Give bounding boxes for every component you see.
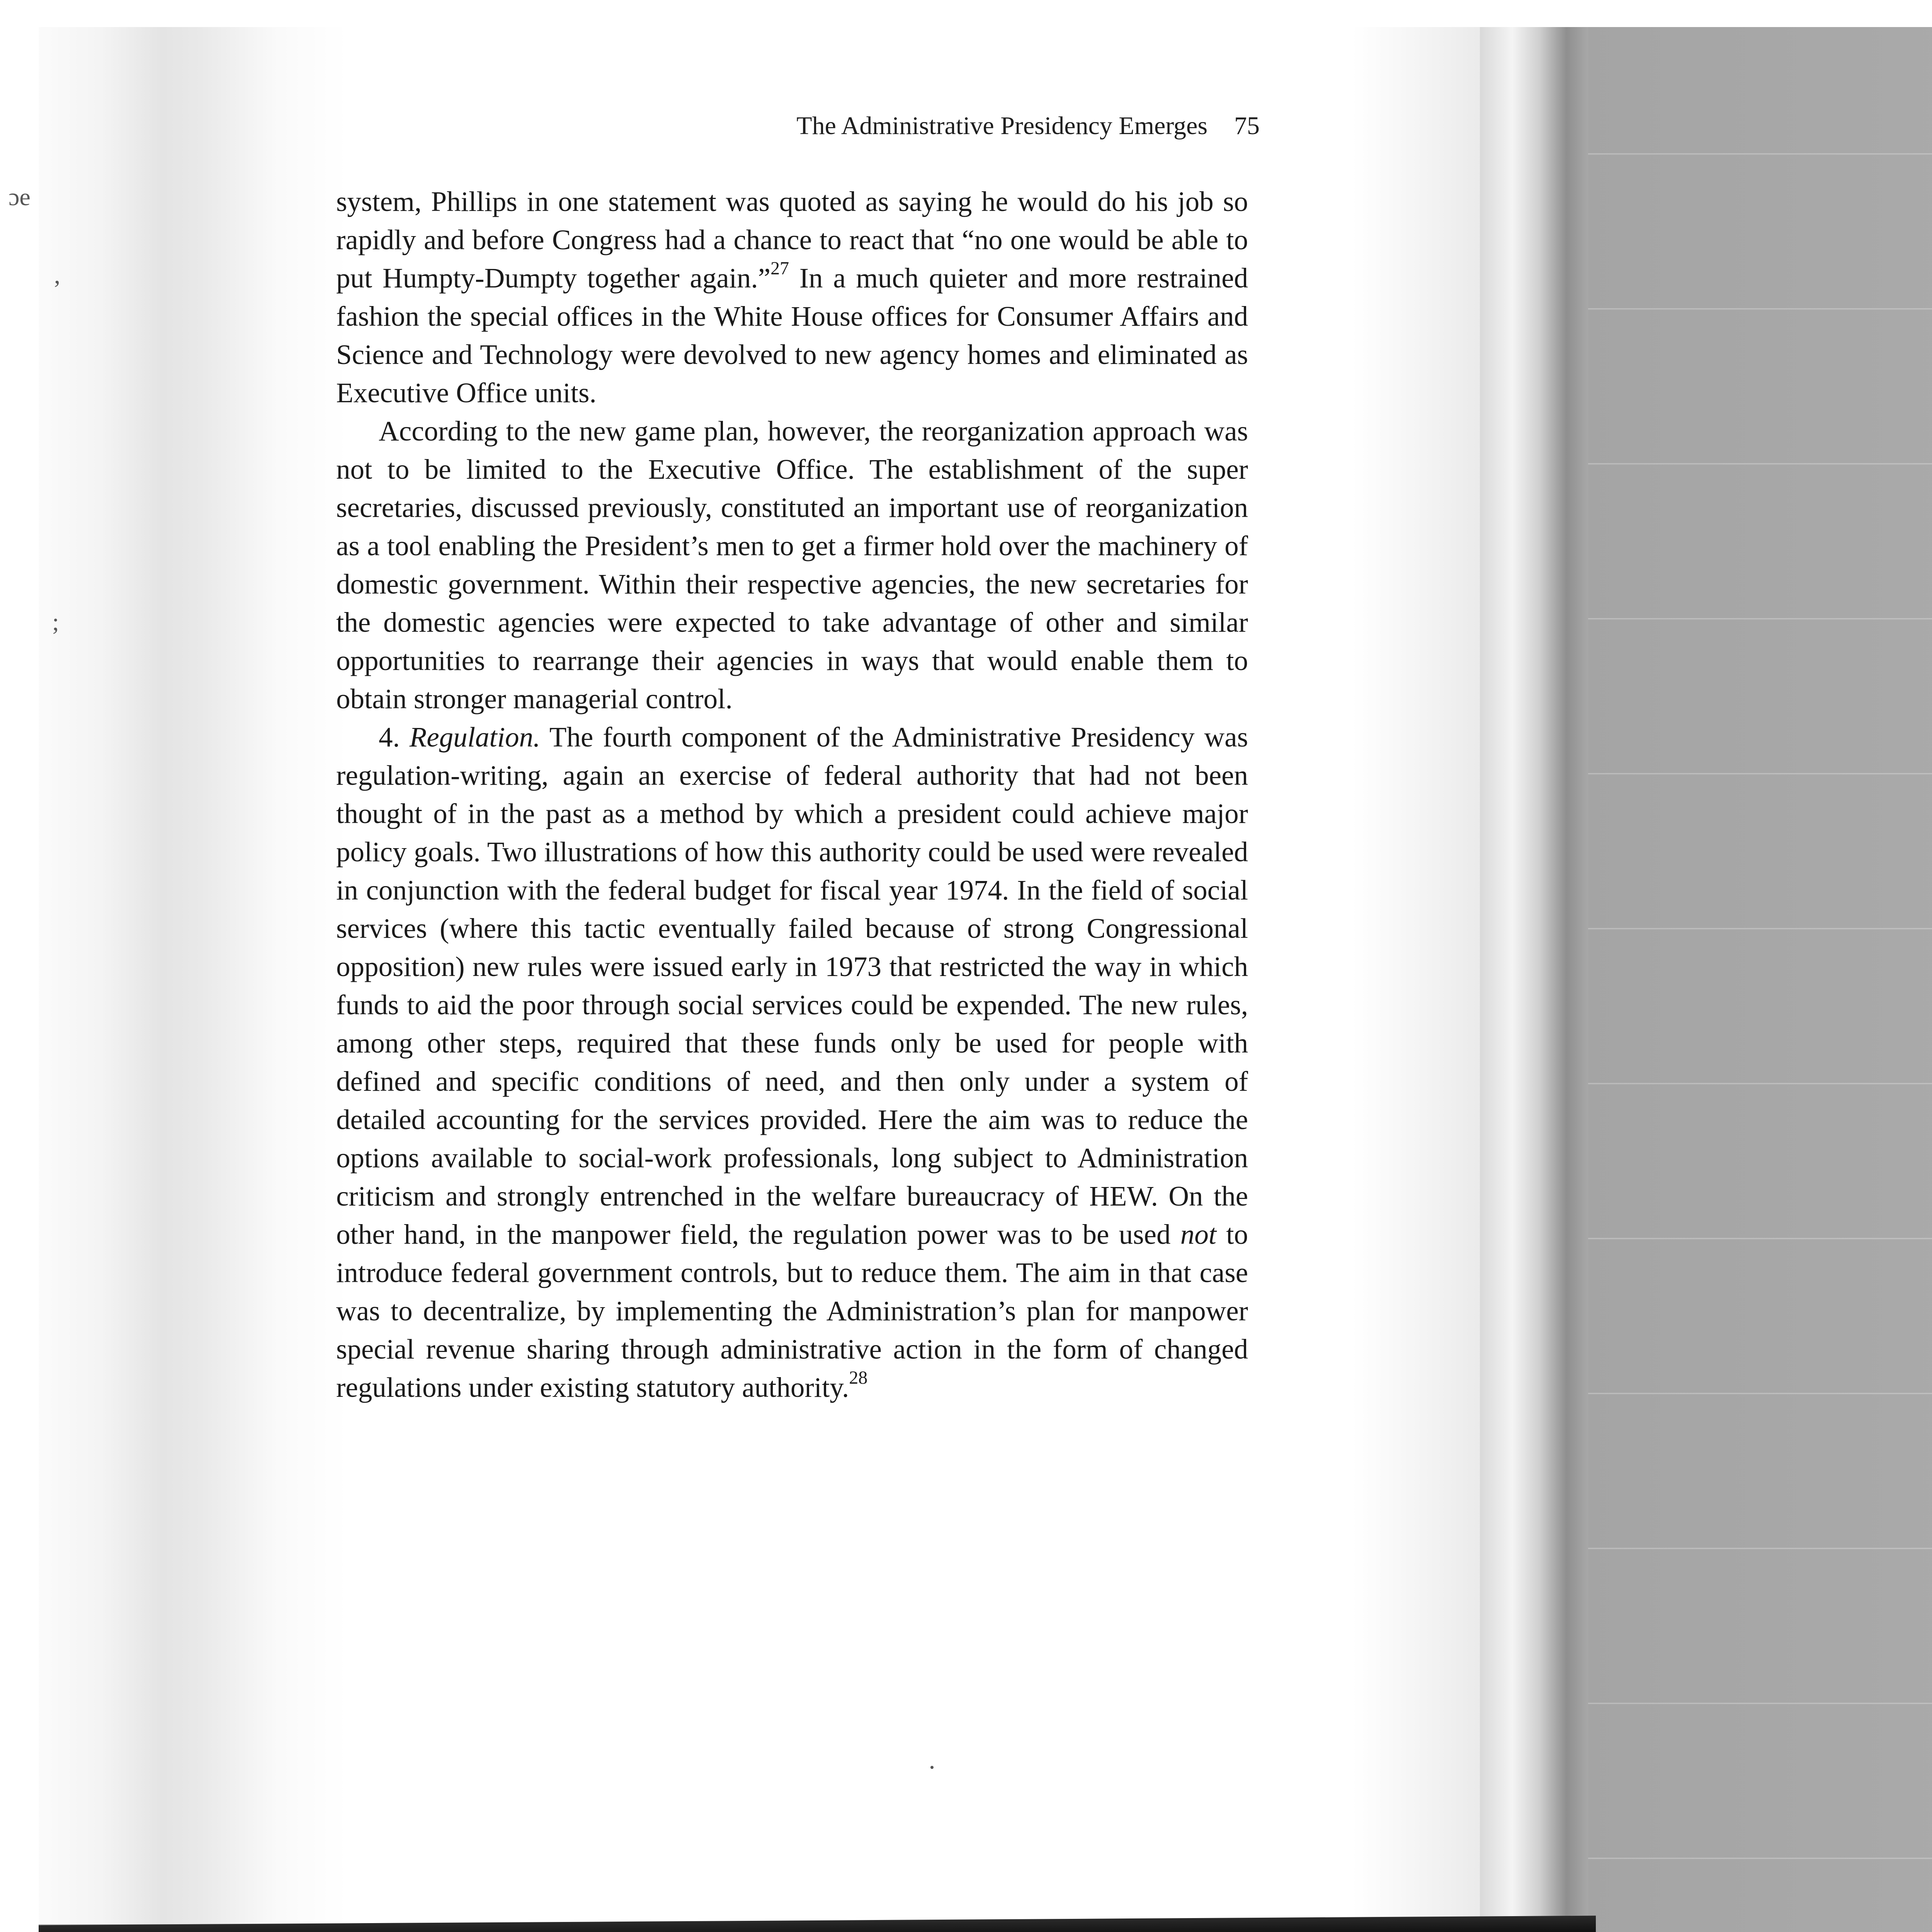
page-number: 75 bbox=[1234, 112, 1260, 140]
text-run: to introduce federal government controls, but to reduce them. The aim in that case was to decentralize, by implementing the Administration’s plan for manpower special revenue sharing through administrative action in the form of changed regulations under existing statutory authority. bbox=[336, 1219, 1248, 1403]
left-scan-margin bbox=[0, 0, 39, 1932]
page-edge-fold bbox=[1480, 23, 1588, 1924]
text-run: system, Phillips in one statement was quoted as saying he would do his job so rapidly and before Congress had a chance to react that “no one would be able to put Humpty-Dumpty together again.” bbox=[336, 186, 1248, 294]
margin-fragment: ɔe bbox=[9, 183, 31, 211]
margin-fragment: ; bbox=[52, 608, 59, 636]
running-head bbox=[757, 111, 1260, 141]
footnote-marker: 27 bbox=[770, 258, 789, 279]
body-paragraph bbox=[336, 412, 1248, 718]
top-scan-margin bbox=[0, 0, 1932, 27]
text-run: 4. bbox=[379, 721, 410, 753]
margin-fragment: , bbox=[54, 261, 60, 289]
italic-text: not bbox=[1180, 1219, 1216, 1250]
dust-speck bbox=[930, 1766, 934, 1769]
running-head-title: The Administrative Presidency Emerges bbox=[796, 112, 1208, 140]
body-paragraph bbox=[336, 182, 1248, 412]
text-run: In a much quieter and more restrained fashion the special offices in the White House offices for Consumer Affairs and Science and Technology were devolved to new agency homes and eliminated as Executive Office units. bbox=[336, 262, 1248, 408]
body-text bbox=[336, 182, 1248, 1406]
body-paragraph bbox=[336, 718, 1248, 1406]
text-run: According to the new game plan, however, the reorganization approach was not to be limited to the Executive Office. The establishment of the super secretaries, discussed previously, constituted an important use of reorganization as a tool enabling the President’s men to get a firmer hold over the machinery of domestic government. Within their respective agencies, the new secretaries for the domestic agencies were expected to take advantage of other and similar opportunities to rearrange their agencies in ways that would enable them to obtain stronger managerial control. bbox=[336, 415, 1248, 714]
italic-text: Regulation. bbox=[409, 721, 541, 753]
text-run: The fourth component of the Administrative Presidency was regulation-writing, again an exercise of federal authority that had not been thought of in the past as a method by which a president could achieve major policy goals. Two illustrations of how this authority could be used were revealed in conjunction with the federal budget for fiscal year 1974. In the field of social services (where this tactic eventually failed because of strong Congressional opposition) new rules were issued early in 1973 that restricted the way in which funds to aid the poor through social services could be expended. The new rules, among other steps, required that these funds only be used for people with defined and specific conditions of need, and then only under a system of detailed accounting for the services provided. Here the aim was to reduce the options available to social-work professionals, long subject to Administration criticism and strongly entrenched in the welfare bureaucracy of HEW. On the other hand, in the manpower field, the regulation power was to be used bbox=[336, 721, 1248, 1250]
footnote-marker: 28 bbox=[849, 1367, 868, 1388]
